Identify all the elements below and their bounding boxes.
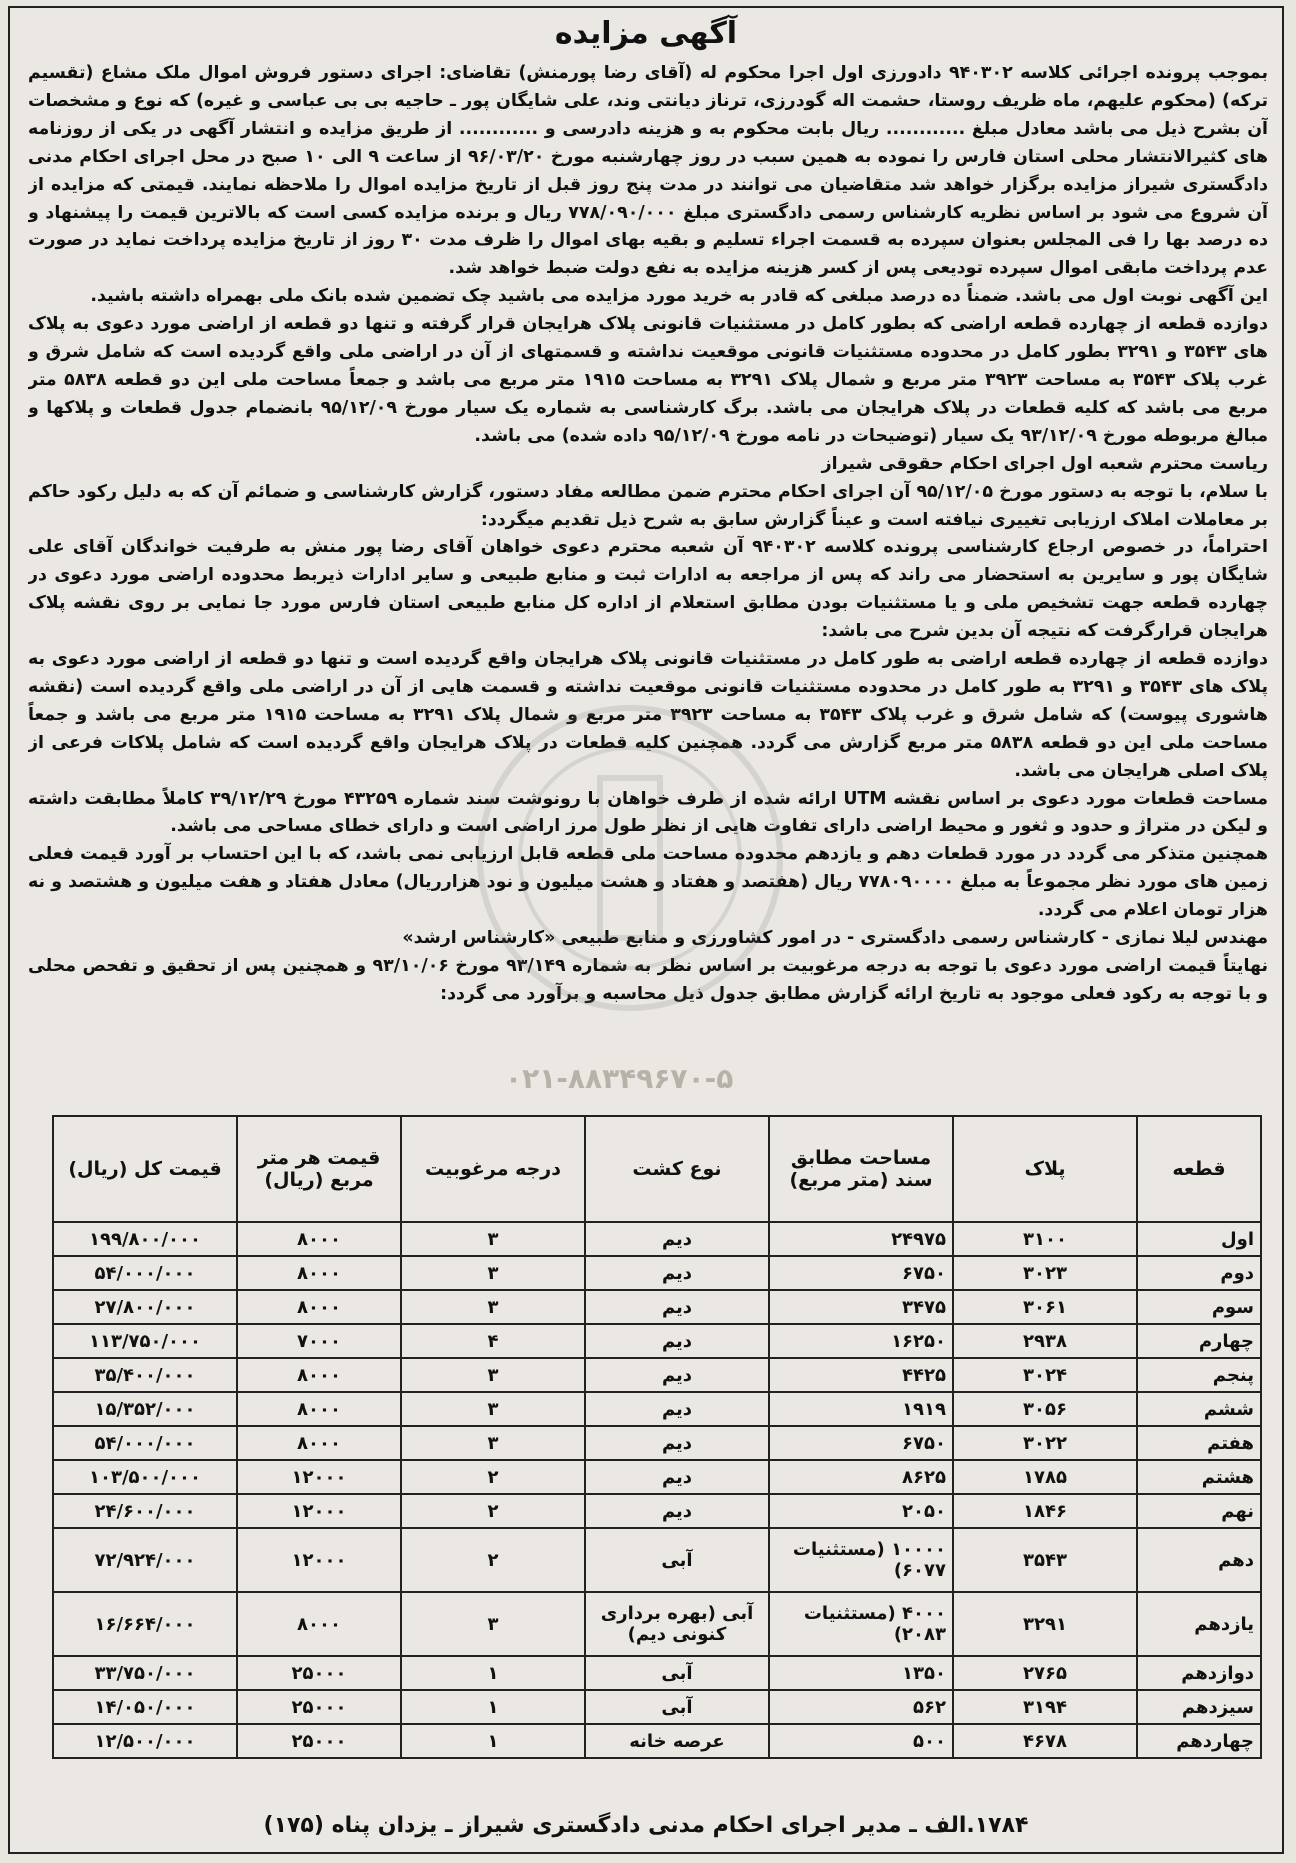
cell-grade: ۳ — [401, 1426, 585, 1460]
table-row — [53, 1460, 1261, 1494]
paragraph: این آگهی نوبت اول می باشد. ضمناً ده درصد مبلغی که قادر به خرید مورد مزایده می باشید چک تضمین شده بانک ملی بهمراه داشته باشید. — [90, 286, 1268, 307]
cell-total-price: ۱۰۳/۵۰۰/۰۰۰ — [53, 1460, 237, 1494]
cell-total-price: ۱۴/۰۵۰/۰۰۰ — [53, 1690, 237, 1724]
cell-total-price: ۱۵/۳۵۲/۰۰۰ — [53, 1392, 237, 1426]
cell-area: ۱۰۰۰۰ (مستثنیات ۶۰۷۷) — [769, 1528, 953, 1592]
paragraph: مهندس لیلا نمازی - کارشناس رسمی دادگستری - در امور کشاورزی و منابع طبیعی «کارشناس ارشد» — [402, 928, 1268, 949]
watermark-stamp-icon — [460, 698, 800, 1018]
table-row — [53, 1392, 1261, 1426]
cell-piece: دهم — [1137, 1528, 1261, 1592]
table-row — [53, 1690, 1261, 1724]
table-row — [53, 1290, 1261, 1324]
cell-area: ۵۶۲ — [769, 1690, 953, 1724]
cell-piece: پنجم — [1137, 1358, 1261, 1392]
cell-unit-price: ۸۰۰۰ — [237, 1358, 401, 1392]
paragraph: دوازده قطعه از چهارده قطعه اراضی به طور کامل در مستثنیات قانونی پلاک هرایجان واقع گردیده است و تنها دو قطعه از اراضی مورد دعوی به پلاک های ۳۵۴۳ و ۳۲۹۱ به طور کامل در محدوده مستثنیات قانونی موقعیت نداشته و قسمت هایی از آن در اراضی ملی واقع گردیده است (نقشه هاشوری پیوست) که شامل شرق و غرب پلاک ۳۵۴۳ به مساحت ۳۹۲۳ متر مربع و شمال پلاک ۳۲۹۱ به مساحت ۱۹۱۵ متر مربع می باشد و جمعاً مساحت ملی این دو قطعه ۵۸۳۸ متر مربع گزارش می گردد. همچنین کلیه قطعات در پلاک هرایجان واقع گردیده است که شامل پلاکات فرعی از پلاک اصلی هرایجان می باشد. — [28, 649, 1268, 781]
header-piece: قطعه — [1137, 1116, 1261, 1222]
cell-plate: ۳۰۲۳ — [953, 1256, 1137, 1290]
cell-grade: ۳ — [401, 1256, 585, 1290]
cell-total-price: ۳۳/۷۵۰/۰۰۰ — [53, 1656, 237, 1690]
cell-crop-type: آبی — [585, 1528, 769, 1592]
paragraph: احتراماً، در خصوص ارجاع کارشناسی پرونده کلاسه ۹۴۰۳۰۲ آن شعبه محترم دعوی خواهان آقای رضا پور منش به طرفیت خواندگان آقای علی شایگان پور و سایرین به استحضار می راند که پس از مراجعه به ادارات ثبت و منابع طبیعی و سایر ادارات ذیربط محدوده اراضی مورد دعوی در چهارده قطعه جهت تشخیص ملی و یا مستثنیات بودن مطابق استعلام از اداره کل منابع طبیعی استان فارس مورد جا نمایی بر روی نقشه پلاک هرایجان قرارگرفت که نتیجه آن بدین شرح می باشد: — [28, 537, 1268, 642]
cell-crop-type: آبی (بهره برداری کنونی دیم) — [585, 1592, 769, 1656]
cell-piece: یازدهم — [1137, 1592, 1261, 1656]
cell-piece: نهم — [1137, 1494, 1261, 1528]
cell-crop-type: دیم — [585, 1494, 769, 1528]
paragraph: همچنین متذکر می گردد در مورد قطعات دهم و یازدهم محدوده مساحت ملی قطعه قابل ارزیابی نمی باشد، که با این احتساب بر آورد قیمت فعلی زمین های مورد نظر مجموعاً به مبلغ ۷۷۸۰۹۰۰۰۰ ریال (هفتصد و هفتاد و هشت میلیون و نود هزارریال) معادل هفتاد و هفت میلیون و هشتصد و نه هزار تومان اعلام می گردد. — [28, 844, 1268, 921]
cell-plate: ۱۷۸۵ — [953, 1460, 1137, 1494]
header-grade: درجه مرغوبیت — [401, 1116, 585, 1222]
cell-crop-type: دیم — [585, 1392, 769, 1426]
cell-total-price: ۷۲/۹۲۴/۰۰۰ — [53, 1528, 237, 1592]
paragraph: دوازده قطعه از چهارده قطعه اراضی که بطور کامل در مستثنیات قانونی پلاک هرایجان قرار گرفته و تنها دو قطعه از اراضی مورد دعوی به پلاک های ۳۵۴۳ و ۳۲۹۱ بطور کامل در محدوده مستثنیات قانونی موقعیت نداشته و قسمتهای از آن در اراضی ملی واقع گردیده است که شامل شرق و غرب پلاک ۳۵۴۳ به مساحت ۳۹۲۳ متر مربع و شمال پلاک ۳۲۹۱ به مساحت ۱۹۱۵ متر مربع می باشد و جمعاً مساحت ملی این دو قطعه ۵۸۳۸ متر مربع می باشد که کلیه قطعات در پلاک هرایجان می باشد. برگ کارشناسی به شماره یک سیار مورخ ۹۵/۱۲/۰۹ بانضمام جدول قطعات و پلاکها و مبالغ مربوطه مورخ ۹۳/۱۲/۰۹ یک سیار (توضیحات در نامه مورخ ۹۵/۱۲/۰۹ داده شده) می باشد. — [28, 314, 1268, 446]
cell-crop-type: دیم — [585, 1290, 769, 1324]
cell-total-price: ۱۲/۵۰۰/۰۰۰ — [53, 1724, 237, 1758]
cell-plate: ۳۱۹۴ — [953, 1690, 1137, 1724]
cell-grade: ۴ — [401, 1324, 585, 1358]
cell-unit-price: ۷۰۰۰ — [237, 1324, 401, 1358]
cell-grade: ۳ — [401, 1358, 585, 1392]
cell-plate: ۳۱۰۰ — [953, 1222, 1137, 1256]
table-row — [53, 1358, 1261, 1392]
cell-plate: ۴۶۷۸ — [953, 1724, 1137, 1758]
cell-plate: ۳۰۶۱ — [953, 1290, 1137, 1324]
cell-piece: دوم — [1137, 1256, 1261, 1290]
cell-crop-type: آبی — [585, 1656, 769, 1690]
cell-crop-type: دیم — [585, 1358, 769, 1392]
cell-piece: سیزدهم — [1137, 1690, 1261, 1724]
cell-total-price: ۵۴/۰۰۰/۰۰۰ — [53, 1256, 237, 1290]
cell-area: ۱۹۱۹ — [769, 1392, 953, 1426]
cell-total-price: ۲۴/۶۰۰/۰۰۰ — [53, 1494, 237, 1528]
cell-grade: ۲ — [401, 1460, 585, 1494]
cell-crop-type: عرصه خانه — [585, 1724, 769, 1758]
table-row — [53, 1724, 1261, 1758]
cell-piece: اول — [1137, 1222, 1261, 1256]
cell-area: ۶۷۵۰ — [769, 1256, 953, 1290]
notice-title: آگهی مزایده — [554, 16, 738, 51]
cell-piece: هفتم — [1137, 1426, 1261, 1460]
cell-piece: هشتم — [1137, 1460, 1261, 1494]
cell-area: ۲۴۹۷۵ — [769, 1222, 953, 1256]
cell-crop-type: آبی — [585, 1690, 769, 1724]
cell-total-price: ۱۹۹/۸۰۰/۰۰۰ — [53, 1222, 237, 1256]
table-row — [53, 1256, 1261, 1290]
table-row — [53, 1494, 1261, 1528]
cell-piece: دوازدهم — [1137, 1656, 1261, 1690]
cell-area: ۲۰۵۰ — [769, 1494, 953, 1528]
table-header-row — [53, 1116, 1261, 1222]
cell-total-price: ۱۱۳/۷۵۰/۰۰۰ — [53, 1324, 237, 1358]
cell-unit-price: ۲۵۰۰۰ — [237, 1690, 401, 1724]
cell-grade: ۱ — [401, 1656, 585, 1690]
cell-unit-price: ۸۰۰۰ — [237, 1392, 401, 1426]
cell-unit-price: ۱۲۰۰۰ — [237, 1494, 401, 1528]
footer-signature: ۱۷۸۴.الف ـ مدیر اجرای احکام مدنی دادگستری شیراز ـ یزدان پناه (۱۷۵) — [263, 1813, 1029, 1838]
cell-piece: چهاردهم — [1137, 1724, 1261, 1758]
cell-unit-price: ۱۲۰۰۰ — [237, 1460, 401, 1494]
cell-grade: ۳ — [401, 1592, 585, 1656]
paragraph: با سلام، با توجه به دستور مورخ ۹۵/۱۲/۰۵ آن اجرای احکام محترم ضمن مطالعه مفاد دستور، گزارش کارشناسی و ضمائم آن که به دلیل رکود حاکم بر معاملات املاک ارزیابی تغییری نیافته است و عیناً گزارش سابق به شرح ذیل تقدیم میگردد: — [28, 481, 1268, 530]
cell-grade: ۲ — [401, 1494, 585, 1528]
table-row — [53, 1656, 1261, 1690]
cell-area: ۱۶۲۵۰ — [769, 1324, 953, 1358]
table-row — [53, 1528, 1261, 1592]
table-row — [53, 1426, 1261, 1460]
paragraph: مساحت قطعات مورد دعوی بر اساس نقشه UTM ارائه شده از طرف خواهان با رونوشت سند شماره ۴۳۲۵۹ مورخ ۳۹/۱۲/۲۹ کاملاً مطابقت داشته و لیکن در متراژ و حدود و ثغور و محیط اراضی دارای تفاوت هایی از نظر طول مرز اراضی است و دارای خطای مساحی می باشد. — [28, 788, 1268, 837]
cell-total-price: ۳۵/۴۰۰/۰۰۰ — [53, 1358, 237, 1392]
cell-grade: ۳ — [401, 1290, 585, 1324]
cell-unit-price: ۸۰۰۰ — [237, 1290, 401, 1324]
cell-piece: سوم — [1137, 1290, 1261, 1324]
cell-plate: ۳۵۴۳ — [953, 1528, 1137, 1592]
cell-area: ۵۰۰ — [769, 1724, 953, 1758]
cell-unit-price: ۱۲۰۰۰ — [237, 1528, 401, 1592]
table-row — [53, 1324, 1261, 1358]
cell-plate: ۳۰۲۲ — [953, 1426, 1137, 1460]
cell-area: ۴۰۰۰ (مستثنیات ۲۰۸۳) — [769, 1592, 953, 1656]
paragraph: ریاست محترم شعبه اول اجرای احکام حقوقی شیراز — [821, 453, 1268, 474]
cell-unit-price: ۲۵۰۰۰ — [237, 1656, 401, 1690]
cell-plate: ۳۲۹۱ — [953, 1592, 1137, 1656]
paragraph: بموجب پرونده اجرائی کلاسه ۹۴۰۳۰۲ دادورزی اول اجرا محکوم له (آقای رضا پورمنش) تقاضای: اجرای دستور فروش اموال ملک مشاع (تقسیم ترکه) (محکوم علیهم، ماه ظریف روستا، حشمت اله گودرزی، ترناز دیانتی وند، علی شایگان پور ـ حاجیه بی بی عباسی و غیره) که نوع و مشخصات آن بشرح ذیل می باشد معادل مبلغ ............ ریال بابت محکوم به و هزینه دادرسی و ............ از طریق مزایده و انتشار آگهی در یکی از روزنامه های کثیرالانتشار محلی استان فارس را نموده به همین سبب در روز چهارشنبه مورخ ۹۶/۰۳/۲۰ از ساعت ۹ الی ۱۰ صبح در محل اجرای احکام مدنی دادگستری شیراز مزایده برگزار خواهد شد متقاضیان می توانند در مدت پنج روز قبل از تاریخ مزایده اموال را ملاحظه نمایند. قیمتی که مزایده از آن شروع می شود بر اساس نظریه کارشناس رسمی دادگستری مبلغ ۷۷۸/۰۹۰/۰۰۰ ریال و برنده مزایده کسی است که بالاترین قیمت را پیشنهاد و ده درصد بها را فی المجلس بعنوان سپرده به قسمت اجراء تسلیم و بقیه بهای اموال را ظرف مدت ۳۰ روز از تاریخ مزایده پرداخت نماید در صورت عدم پرداخت مابقی اموال سپرده تودیعی پس از کسر هزینه مزایده به نفع دولت ضبط خواهد شد. — [28, 63, 1268, 279]
cell-grade: ۳ — [401, 1222, 585, 1256]
cell-total-price: ۱۶/۶۶۴/۰۰۰ — [53, 1592, 237, 1656]
cell-area: ۸۶۲۵ — [769, 1460, 953, 1494]
cell-plate: ۲۹۳۸ — [953, 1324, 1137, 1358]
cell-total-price: ۲۷/۸۰۰/۰۰۰ — [53, 1290, 237, 1324]
cell-plate: ۲۷۶۵ — [953, 1656, 1137, 1690]
cell-grade: ۲ — [401, 1528, 585, 1592]
cell-unit-price: ۸۰۰۰ — [237, 1426, 401, 1460]
table-row — [53, 1592, 1261, 1656]
cell-unit-price: ۸۰۰۰ — [237, 1592, 401, 1656]
cell-area: ۴۴۲۵ — [769, 1358, 953, 1392]
watermark-phone: ۰۲۱-۸۸۳۴۹۶۷۰-۵ — [505, 1062, 734, 1095]
cell-area: ۱۳۵۰ — [769, 1656, 953, 1690]
header-total-price: قیمت کل (ریال) — [53, 1116, 237, 1222]
cell-area: ۶۷۵۰ — [769, 1426, 953, 1460]
cell-total-price: ۵۴/۰۰۰/۰۰۰ — [53, 1426, 237, 1460]
cell-plate: ۱۸۴۶ — [953, 1494, 1137, 1528]
header-crop-type: نوع کشت — [585, 1116, 769, 1222]
cell-piece: ششم — [1137, 1392, 1261, 1426]
header-plate: پلاک — [953, 1116, 1137, 1222]
header-unit-price: قیمت هر متر مربع (ریال) — [237, 1116, 401, 1222]
cell-crop-type: دیم — [585, 1256, 769, 1290]
cell-unit-price: ۲۵۰۰۰ — [237, 1724, 401, 1758]
paragraph: نهایتاً قیمت اراضی مورد دعوی با توجه به درجه مرغوبیت بر اساس نظر به شماره ۹۳/۱۴۹ مورخ ۹۳/۱۰/۰۶ و همچنین پس از تحقیق و تفحص محلی و با توجه به رکود فعلی موجود به تاریخ ارائه گزارش مطابق جدول ذیل محاسبه و برآورد می گردد: — [28, 956, 1268, 1004]
cell-crop-type: دیم — [585, 1324, 769, 1358]
cell-grade: ۱ — [401, 1724, 585, 1758]
valuation-table — [52, 1115, 1262, 1759]
cell-crop-type: دیم — [585, 1460, 769, 1494]
table-row — [53, 1222, 1261, 1256]
cell-unit-price: ۸۰۰۰ — [237, 1256, 401, 1290]
cell-crop-type: دیم — [585, 1222, 769, 1256]
header-area: مساحت مطابق سند (متر مربع) — [769, 1116, 953, 1222]
cell-grade: ۱ — [401, 1690, 585, 1724]
cell-unit-price: ۸۰۰۰ — [237, 1222, 401, 1256]
cell-area: ۳۴۷۵ — [769, 1290, 953, 1324]
cell-grade: ۳ — [401, 1392, 585, 1426]
auction-notice — [8, 6, 1284, 1854]
cell-plate: ۳۰۲۴ — [953, 1358, 1137, 1392]
cell-piece: چهارم — [1137, 1324, 1261, 1358]
cell-plate: ۳۰۵۶ — [953, 1392, 1137, 1426]
cell-crop-type: دیم — [585, 1426, 769, 1460]
